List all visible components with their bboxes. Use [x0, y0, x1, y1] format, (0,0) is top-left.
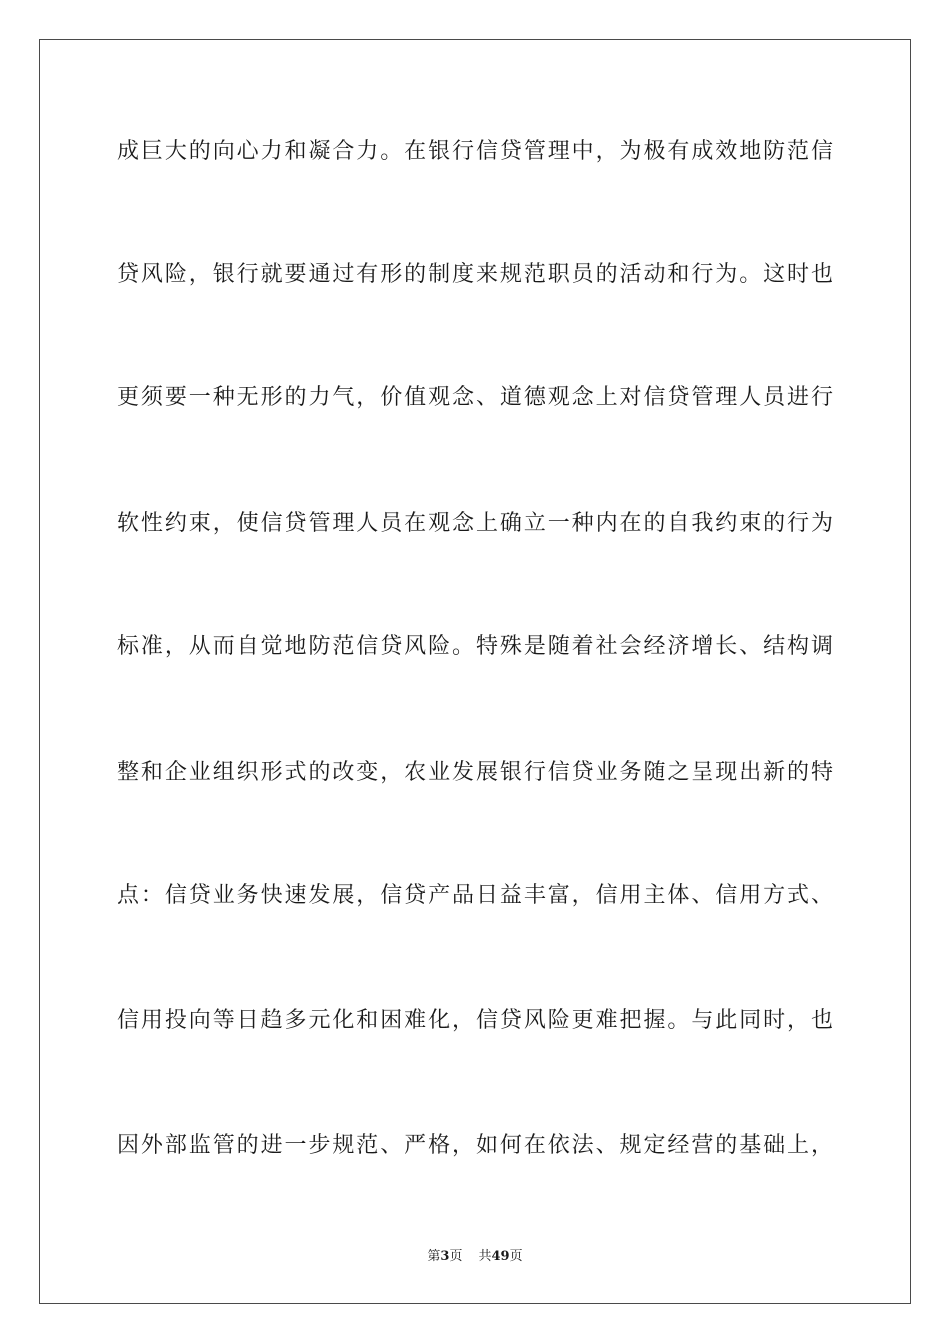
text-line: 成巨大的向心力和凝合力。在银行信贷管理中，为极有成效地防范信	[117, 139, 833, 164]
text-line: 标准，从而自觉地防范信贷风险。特殊是随着社会经济增长、结构调	[117, 634, 833, 659]
text-line: 因外部监管的进一步规范、严格，如何在依法、规定经营的基础上，	[117, 1133, 833, 1158]
page-suffix: 页	[449, 1249, 463, 1264]
text-line: 更须要一种无形的力气，价值观念、道德观念上对信贷管理人员进行	[117, 385, 833, 410]
total-prefix: 共	[478, 1249, 492, 1264]
page-number: 3	[440, 1249, 450, 1264]
total-pages: 49	[491, 1249, 510, 1264]
text-line: 贷风险，银行就要通过有形的制度来规范职员的活动和行为。这时也	[117, 262, 833, 287]
page-prefix: 第	[427, 1249, 441, 1264]
page-border	[39, 39, 911, 1304]
page-footer	[0, 1248, 950, 1266]
text-line: 软性约束，使信贷管理人员在观念上确立一种内在的自我约束的行为	[117, 511, 833, 536]
text-line: 信用投向等日趋多元化和困难化，信贷风险更难把握。与此同时，也	[117, 1008, 833, 1033]
text-line: 整和企业组织形式的改变，农业发展银行信贷业务随之呈现出新的特	[117, 760, 833, 785]
text-line: 点：信贷业务快速发展，信贷产品日益丰富，信用主体、信用方式、	[117, 883, 833, 908]
total-suffix: 页	[509, 1249, 523, 1264]
